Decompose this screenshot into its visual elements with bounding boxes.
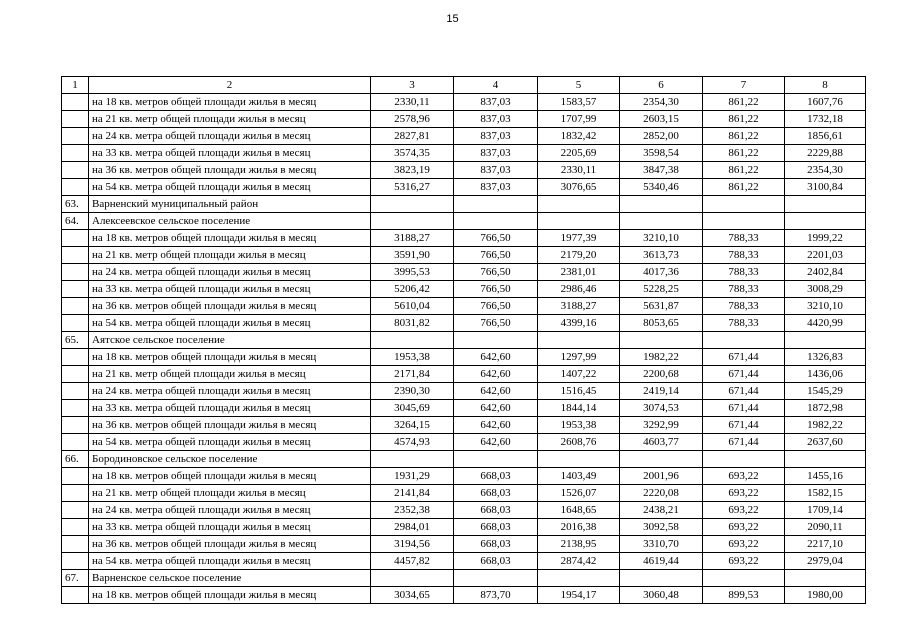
value-col8-cell: 2090,11 xyxy=(785,519,866,536)
row-number-cell xyxy=(62,553,89,570)
value-col3-cell: 1931,29 xyxy=(371,468,454,485)
value-col6-cell: 3074,53 xyxy=(620,400,703,417)
table-row xyxy=(62,383,866,400)
value-col5-cell: 2608,76 xyxy=(538,434,620,451)
value-col8-cell: 2637,60 xyxy=(785,434,866,451)
row-number-cell: 66. xyxy=(62,451,89,468)
table-row xyxy=(62,468,866,485)
column-number-5: 5 xyxy=(538,77,620,94)
value-col3-cell: 3194,56 xyxy=(371,536,454,553)
value-col5-cell: 1953,38 xyxy=(538,417,620,434)
value-col6-cell xyxy=(620,332,703,349)
description-cell: на 54 кв. метра общей площади жилья в месяц xyxy=(89,179,371,196)
value-col3-cell: 5610,04 xyxy=(371,298,454,315)
value-col3-cell: 3034,65 xyxy=(371,587,454,604)
value-col6-cell: 2438,21 xyxy=(620,502,703,519)
value-col3-cell: 3591,90 xyxy=(371,247,454,264)
table-row xyxy=(62,366,866,383)
value-col3-cell: 3045,69 xyxy=(371,400,454,417)
description-cell: на 33 кв. метра общей площади жилья в месяц xyxy=(89,145,371,162)
table-row xyxy=(62,434,866,451)
table-row xyxy=(62,230,866,247)
value-col8-cell xyxy=(785,332,866,349)
column-number-7: 7 xyxy=(703,77,785,94)
table-row xyxy=(62,349,866,366)
value-col4-cell: 642,60 xyxy=(454,417,538,434)
value-col8-cell: 1607,76 xyxy=(785,94,866,111)
value-col6-cell xyxy=(620,196,703,213)
row-number-cell xyxy=(62,417,89,434)
value-col3-cell xyxy=(371,451,454,468)
value-col4-cell: 837,03 xyxy=(454,162,538,179)
value-col6-cell: 4603,77 xyxy=(620,434,703,451)
row-number-cell xyxy=(62,162,89,179)
row-number-cell xyxy=(62,128,89,145)
value-col6-cell: 2220,08 xyxy=(620,485,703,502)
value-col8-cell: 2402,84 xyxy=(785,264,866,281)
value-col6-cell: 3060,48 xyxy=(620,587,703,604)
description-cell: Аятское сельское поселение xyxy=(89,332,371,349)
value-col8-cell: 2979,04 xyxy=(785,553,866,570)
value-col5-cell: 1954,17 xyxy=(538,587,620,604)
value-col3-cell: 4574,93 xyxy=(371,434,454,451)
value-col6-cell: 5228,25 xyxy=(620,281,703,298)
column-number-8: 8 xyxy=(785,77,866,94)
value-col7-cell: 861,22 xyxy=(703,94,785,111)
value-col8-cell: 1982,22 xyxy=(785,417,866,434)
row-number-cell xyxy=(62,349,89,366)
value-col4-cell xyxy=(454,451,538,468)
value-col7-cell: 788,33 xyxy=(703,298,785,315)
value-col8-cell: 1980,00 xyxy=(785,587,866,604)
table-row xyxy=(62,213,866,230)
value-col5-cell xyxy=(538,213,620,230)
value-col3-cell: 2171,84 xyxy=(371,366,454,383)
value-col5-cell: 2986,46 xyxy=(538,281,620,298)
table-row xyxy=(62,451,866,468)
value-col6-cell: 3847,38 xyxy=(620,162,703,179)
value-col7-cell: 899,53 xyxy=(703,587,785,604)
table-row xyxy=(62,264,866,281)
description-cell: на 24 кв. метра общей площади жилья в месяц xyxy=(89,128,371,145)
value-col6-cell: 1982,22 xyxy=(620,349,703,366)
value-col7-cell: 861,22 xyxy=(703,145,785,162)
value-col7-cell: 861,22 xyxy=(703,179,785,196)
value-col6-cell: 2354,30 xyxy=(620,94,703,111)
value-col8-cell: 2354,30 xyxy=(785,162,866,179)
row-number-cell xyxy=(62,315,89,332)
value-col7-cell: 788,33 xyxy=(703,247,785,264)
value-col5-cell: 1832,42 xyxy=(538,128,620,145)
row-number-cell xyxy=(62,298,89,315)
value-col4-cell xyxy=(454,570,538,587)
value-col4-cell: 837,03 xyxy=(454,128,538,145)
value-col3-cell: 3188,27 xyxy=(371,230,454,247)
value-col6-cell: 2200,68 xyxy=(620,366,703,383)
value-col5-cell: 1844,14 xyxy=(538,400,620,417)
value-col4-cell: 766,50 xyxy=(454,281,538,298)
value-col8-cell: 1436,06 xyxy=(785,366,866,383)
row-number-cell xyxy=(62,400,89,417)
value-col7-cell: 788,33 xyxy=(703,230,785,247)
table-row xyxy=(62,536,866,553)
value-col5-cell: 2179,20 xyxy=(538,247,620,264)
value-col4-cell: 766,50 xyxy=(454,264,538,281)
description-cell: на 54 кв. метра общей площади жилья в месяц xyxy=(89,315,371,332)
value-col7-cell: 861,22 xyxy=(703,162,785,179)
value-col7-cell: 671,44 xyxy=(703,400,785,417)
description-cell: Алексеевское сельское поселение xyxy=(89,213,371,230)
value-col8-cell: 1999,22 xyxy=(785,230,866,247)
value-col6-cell xyxy=(620,451,703,468)
value-col8-cell: 1856,61 xyxy=(785,128,866,145)
description-cell: Варненское сельское поселение xyxy=(89,570,371,587)
value-col4-cell: 837,03 xyxy=(454,145,538,162)
value-col4-cell xyxy=(454,332,538,349)
value-col4-cell xyxy=(454,213,538,230)
value-col5-cell: 2874,42 xyxy=(538,553,620,570)
value-col5-cell: 3076,65 xyxy=(538,179,620,196)
value-col7-cell xyxy=(703,213,785,230)
value-col8-cell: 1582,15 xyxy=(785,485,866,502)
value-col3-cell: 8031,82 xyxy=(371,315,454,332)
value-col5-cell: 1297,99 xyxy=(538,349,620,366)
value-col8-cell: 3100,84 xyxy=(785,179,866,196)
table-row xyxy=(62,519,866,536)
value-col8-cell: 2201,03 xyxy=(785,247,866,264)
value-col3-cell: 3264,15 xyxy=(371,417,454,434)
value-col6-cell: 4017,36 xyxy=(620,264,703,281)
value-col3-cell: 2390,30 xyxy=(371,383,454,400)
table-row xyxy=(62,145,866,162)
description-cell: на 21 кв. метр общей площади жилья в месяц xyxy=(89,247,371,264)
table-row xyxy=(62,111,866,128)
value-col8-cell: 1326,83 xyxy=(785,349,866,366)
description-cell: на 21 кв. метр общей площади жилья в месяц xyxy=(89,485,371,502)
value-col6-cell: 3210,10 xyxy=(620,230,703,247)
value-col4-cell: 766,50 xyxy=(454,315,538,332)
description-cell: на 33 кв. метра общей площади жилья в месяц xyxy=(89,519,371,536)
tariff-table xyxy=(61,76,866,604)
value-col5-cell xyxy=(538,196,620,213)
value-col3-cell: 2330,11 xyxy=(371,94,454,111)
value-col7-cell: 671,44 xyxy=(703,366,785,383)
value-col4-cell: 642,60 xyxy=(454,434,538,451)
value-col3-cell: 3823,19 xyxy=(371,162,454,179)
description-cell: на 33 кв. метра общей площади жилья в месяц xyxy=(89,400,371,417)
value-col5-cell: 2381,01 xyxy=(538,264,620,281)
value-col8-cell: 1545,29 xyxy=(785,383,866,400)
description-cell: на 24 кв. метра общей площади жилья в месяц xyxy=(89,502,371,519)
value-col4-cell: 837,03 xyxy=(454,94,538,111)
column-number-2: 2 xyxy=(89,77,371,94)
value-col5-cell: 1516,45 xyxy=(538,383,620,400)
value-col4-cell: 642,60 xyxy=(454,349,538,366)
value-col7-cell: 693,22 xyxy=(703,553,785,570)
value-col3-cell: 1953,38 xyxy=(371,349,454,366)
row-number-cell xyxy=(62,502,89,519)
value-col7-cell: 671,44 xyxy=(703,417,785,434)
value-col8-cell: 3210,10 xyxy=(785,298,866,315)
table-row xyxy=(62,247,866,264)
value-col8-cell xyxy=(785,196,866,213)
table-row xyxy=(62,94,866,111)
value-col5-cell: 1583,57 xyxy=(538,94,620,111)
column-number-3: 3 xyxy=(371,77,454,94)
value-col7-cell xyxy=(703,451,785,468)
table-row xyxy=(62,553,866,570)
row-number-cell xyxy=(62,485,89,502)
row-number-cell xyxy=(62,366,89,383)
table-row xyxy=(62,128,866,145)
table-row xyxy=(62,417,866,434)
value-col4-cell: 873,70 xyxy=(454,587,538,604)
description-cell: на 33 кв. метра общей площади жилья в месяц xyxy=(89,281,371,298)
value-col7-cell: 788,33 xyxy=(703,281,785,298)
value-col5-cell: 2138,95 xyxy=(538,536,620,553)
value-col5-cell: 2330,11 xyxy=(538,162,620,179)
value-col5-cell: 2016,38 xyxy=(538,519,620,536)
value-col5-cell: 4399,16 xyxy=(538,315,620,332)
value-col4-cell: 766,50 xyxy=(454,298,538,315)
value-col4-cell: 668,03 xyxy=(454,553,538,570)
table-header-row xyxy=(62,77,866,94)
row-number-cell xyxy=(62,468,89,485)
value-col5-cell: 1407,22 xyxy=(538,366,620,383)
description-cell: на 18 кв. метров общей площади жилья в месяц xyxy=(89,587,371,604)
description-cell: на 36 кв. метров общей площади жилья в месяц xyxy=(89,417,371,434)
value-col6-cell: 3092,58 xyxy=(620,519,703,536)
row-number-cell xyxy=(62,383,89,400)
value-col3-cell: 2827,81 xyxy=(371,128,454,145)
row-number-cell xyxy=(62,111,89,128)
row-number-cell: 64. xyxy=(62,213,89,230)
value-col8-cell: 2217,10 xyxy=(785,536,866,553)
column-number-4: 4 xyxy=(454,77,538,94)
value-col5-cell: 3188,27 xyxy=(538,298,620,315)
value-col7-cell: 788,33 xyxy=(703,264,785,281)
value-col4-cell: 766,50 xyxy=(454,247,538,264)
description-cell: на 54 кв. метра общей площади жилья в месяц xyxy=(89,434,371,451)
description-cell: Бородиновское сельское поселение xyxy=(89,451,371,468)
value-col3-cell: 2141,84 xyxy=(371,485,454,502)
value-col7-cell: 861,22 xyxy=(703,111,785,128)
row-number-cell: 67. xyxy=(62,570,89,587)
value-col5-cell: 1403,49 xyxy=(538,468,620,485)
table-row xyxy=(62,587,866,604)
value-col6-cell: 5631,87 xyxy=(620,298,703,315)
value-col7-cell xyxy=(703,570,785,587)
value-col6-cell: 3598,54 xyxy=(620,145,703,162)
row-number-cell: 63. xyxy=(62,196,89,213)
value-col5-cell: 1648,65 xyxy=(538,502,620,519)
row-number-cell xyxy=(62,587,89,604)
value-col7-cell: 693,22 xyxy=(703,485,785,502)
table-row xyxy=(62,400,866,417)
row-number-cell xyxy=(62,434,89,451)
row-number-cell xyxy=(62,536,89,553)
value-col6-cell: 5340,46 xyxy=(620,179,703,196)
value-col8-cell: 3008,29 xyxy=(785,281,866,298)
value-col3-cell xyxy=(371,213,454,230)
value-col3-cell: 2352,38 xyxy=(371,502,454,519)
value-col8-cell: 4420,99 xyxy=(785,315,866,332)
value-col3-cell: 3995,53 xyxy=(371,264,454,281)
table-row xyxy=(62,281,866,298)
value-col6-cell: 2852,00 xyxy=(620,128,703,145)
value-col5-cell: 2205,69 xyxy=(538,145,620,162)
column-number-1: 1 xyxy=(62,77,89,94)
value-col5-cell: 1526,07 xyxy=(538,485,620,502)
table-row xyxy=(62,179,866,196)
row-number-cell xyxy=(62,94,89,111)
value-col4-cell: 642,60 xyxy=(454,366,538,383)
value-col8-cell: 1732,18 xyxy=(785,111,866,128)
value-col3-cell: 3574,35 xyxy=(371,145,454,162)
value-col7-cell: 671,44 xyxy=(703,434,785,451)
value-col3-cell: 4457,82 xyxy=(371,553,454,570)
value-col4-cell: 668,03 xyxy=(454,502,538,519)
value-col8-cell xyxy=(785,213,866,230)
description-cell: на 36 кв. метров общей площади жилья в месяц xyxy=(89,298,371,315)
description-cell: Варненский муниципальный район xyxy=(89,196,371,213)
table-row xyxy=(62,298,866,315)
table-row xyxy=(62,485,866,502)
row-number-cell: 65. xyxy=(62,332,89,349)
row-number-cell xyxy=(62,179,89,196)
value-col8-cell xyxy=(785,570,866,587)
row-number-cell xyxy=(62,281,89,298)
value-col4-cell: 837,03 xyxy=(454,179,538,196)
value-col8-cell: 2229,88 xyxy=(785,145,866,162)
value-col6-cell: 8053,65 xyxy=(620,315,703,332)
description-cell: на 18 кв. метров общей площади жилья в месяц xyxy=(89,94,371,111)
page-number: 15 xyxy=(446,13,459,25)
column-number-6: 6 xyxy=(620,77,703,94)
value-col7-cell: 693,22 xyxy=(703,468,785,485)
row-number-cell xyxy=(62,145,89,162)
value-col7-cell: 788,33 xyxy=(703,315,785,332)
value-col6-cell: 2001,96 xyxy=(620,468,703,485)
value-col4-cell: 837,03 xyxy=(454,111,538,128)
value-col6-cell: 3613,73 xyxy=(620,247,703,264)
table-row xyxy=(62,332,866,349)
value-col4-cell: 668,03 xyxy=(454,468,538,485)
description-cell: на 21 кв. метр общей площади жилья в месяц xyxy=(89,111,371,128)
value-col4-cell: 642,60 xyxy=(454,383,538,400)
value-col3-cell xyxy=(371,570,454,587)
value-col8-cell xyxy=(785,451,866,468)
table-row xyxy=(62,162,866,179)
value-col3-cell: 5316,27 xyxy=(371,179,454,196)
table-row xyxy=(62,502,866,519)
value-col7-cell: 693,22 xyxy=(703,502,785,519)
value-col6-cell xyxy=(620,570,703,587)
value-col3-cell xyxy=(371,332,454,349)
description-cell: на 24 кв. метра общей площади жилья в месяц xyxy=(89,383,371,400)
value-col3-cell: 2578,96 xyxy=(371,111,454,128)
value-col6-cell: 4619,44 xyxy=(620,553,703,570)
value-col4-cell xyxy=(454,196,538,213)
value-col6-cell: 2419,14 xyxy=(620,383,703,400)
value-col4-cell: 642,60 xyxy=(454,400,538,417)
value-col6-cell: 3310,70 xyxy=(620,536,703,553)
value-col5-cell: 1977,39 xyxy=(538,230,620,247)
table-row xyxy=(62,196,866,213)
value-col7-cell xyxy=(703,332,785,349)
value-col7-cell: 861,22 xyxy=(703,128,785,145)
table-row xyxy=(62,315,866,332)
value-col8-cell: 1709,14 xyxy=(785,502,866,519)
value-col7-cell: 693,22 xyxy=(703,536,785,553)
description-cell: на 54 кв. метра общей площади жилья в месяц xyxy=(89,553,371,570)
value-col3-cell xyxy=(371,196,454,213)
value-col4-cell: 668,03 xyxy=(454,519,538,536)
value-col6-cell: 2603,15 xyxy=(620,111,703,128)
description-cell: на 36 кв. метров общей площади жилья в месяц xyxy=(89,536,371,553)
value-col5-cell xyxy=(538,570,620,587)
value-col7-cell: 671,44 xyxy=(703,349,785,366)
row-number-cell xyxy=(62,247,89,264)
value-col5-cell: 1707,99 xyxy=(538,111,620,128)
value-col4-cell: 668,03 xyxy=(454,485,538,502)
value-col5-cell xyxy=(538,332,620,349)
value-col7-cell: 671,44 xyxy=(703,383,785,400)
value-col7-cell xyxy=(703,196,785,213)
description-cell: на 21 кв. метр общей площади жилья в месяц xyxy=(89,366,371,383)
description-cell: на 18 кв. метров общей площади жилья в месяц xyxy=(89,349,371,366)
value-col4-cell: 668,03 xyxy=(454,536,538,553)
value-col8-cell: 1872,98 xyxy=(785,400,866,417)
row-number-cell xyxy=(62,519,89,536)
value-col3-cell: 5206,42 xyxy=(371,281,454,298)
row-number-cell xyxy=(62,264,89,281)
value-col6-cell xyxy=(620,213,703,230)
description-cell: на 18 кв. метров общей площади жилья в месяц xyxy=(89,230,371,247)
value-col6-cell: 3292,99 xyxy=(620,417,703,434)
row-number-cell xyxy=(62,230,89,247)
value-col5-cell xyxy=(538,451,620,468)
description-cell: на 24 кв. метра общей площади жилья в месяц xyxy=(89,264,371,281)
value-col8-cell: 1455,16 xyxy=(785,468,866,485)
table-row xyxy=(62,570,866,587)
value-col7-cell: 693,22 xyxy=(703,519,785,536)
description-cell: на 18 кв. метров общей площади жилья в месяц xyxy=(89,468,371,485)
value-col4-cell: 766,50 xyxy=(454,230,538,247)
description-cell: на 36 кв. метров общей площади жилья в месяц xyxy=(89,162,371,179)
value-col3-cell: 2984,01 xyxy=(371,519,454,536)
